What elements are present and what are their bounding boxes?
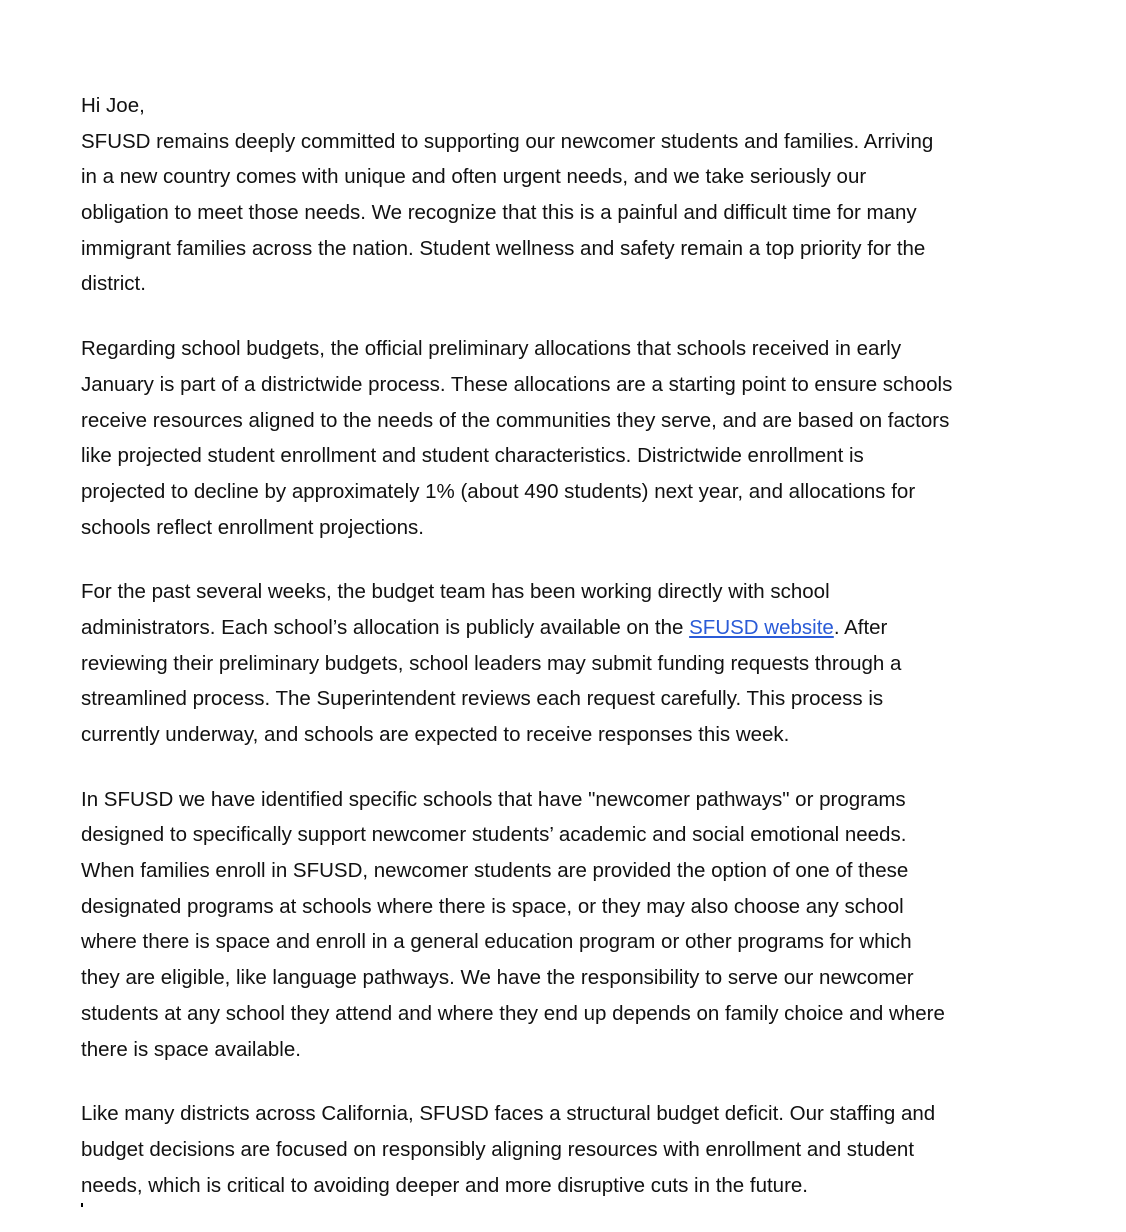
greeting: Hi Joe,: [81, 94, 145, 117]
text-line: schools reflect enrollment projections.: [81, 515, 424, 539]
text-line: projected to decline by approximately 1% (about 490 students) next year, and allocations for: [81, 479, 916, 503]
text-line: streamlined process. The Superintendent reviews each request carefully. This process is: [81, 687, 884, 711]
paragraph-budget-deficit: [81, 1096, 1081, 1203]
text-line: Regarding school budgets, the official preliminary allocations that schools received in early: [81, 337, 902, 361]
text-line: SFUSD remains deeply committed to supporting our newcomer students and families. Arriving: [81, 129, 934, 153]
text-line: currently underway, and schools are expected to receive responses this week.: [81, 723, 790, 746]
text-line: immigrant families across the nation. Student wellness and safety remain a top priority for the: [81, 236, 926, 260]
text-line: needs, which is critical to avoiding deeper and more disruptive cuts in the future.: [81, 1173, 808, 1197]
text-line: When families enroll in SFUSD, newcomer students are provided the option of one of these: [81, 859, 909, 883]
sfusd-website-link[interactable]: SFUSD website: [689, 615, 834, 639]
email-body: [81, 88, 1081, 1232]
text-line: there is space available.: [81, 1037, 301, 1061]
link-prefix-text: administrators. Each school’s allocation is publicly available on the: [81, 615, 690, 639]
paragraph-budgets: [81, 331, 1081, 545]
text-line: In SFUSD we have identified specific schools that have "newcomer pathways" or programs: [81, 787, 906, 811]
text-line: Like many districts across California, SFUSD faces a structural budget deficit. Our staffing and: [81, 1102, 936, 1126]
paragraph-newcomer-pathways: [81, 782, 1081, 1068]
text-line: reviewing their preliminary budgets, school leaders may submit funding requests through a: [81, 651, 902, 675]
text-line: district.: [81, 272, 146, 296]
text-line: January is part of a districtwide process. These allocations are a starting point to ensure schools: [81, 372, 953, 396]
link-suffix-text: . After: [833, 615, 888, 639]
paragraph-commitment: [81, 124, 1081, 302]
text-line: For the past several weeks, the budget team has been working directly with school: [81, 580, 830, 604]
text-line: they are eligible, like language pathways. We have the responsibility to serve our newcomer: [81, 966, 914, 990]
text-line: obligation to meet those needs. We recognize that this is a painful and difficult time for many: [81, 201, 917, 225]
text-cursor: [81, 1203, 83, 1207]
text-line: designed to specifically support newcomer students’ academic and social emotional needs.: [81, 823, 907, 847]
text-line: in a new country comes with unique and often urgent needs, and we take seriously our: [81, 165, 867, 189]
text-line-with-link: [81, 610, 1081, 646]
text-line: where there is space and enroll in a general education program or other programs for which: [81, 930, 912, 954]
paragraph-budget-team: [81, 574, 1081, 752]
text-line: like projected student enrollment and student characteristics. Districtwide enrollment is: [81, 444, 864, 468]
text-line: budget decisions are focused on responsibly aligning resources with enrollment and student: [81, 1137, 915, 1161]
text-line: designated programs at schools where there is space, or they may also choose any school: [81, 894, 904, 918]
text-line: students at any school they attend and where they end up depends on family choice and where: [81, 1001, 945, 1025]
text-line: receive resources aligned to the needs of the communities they serve, and are based on factors: [81, 408, 950, 432]
